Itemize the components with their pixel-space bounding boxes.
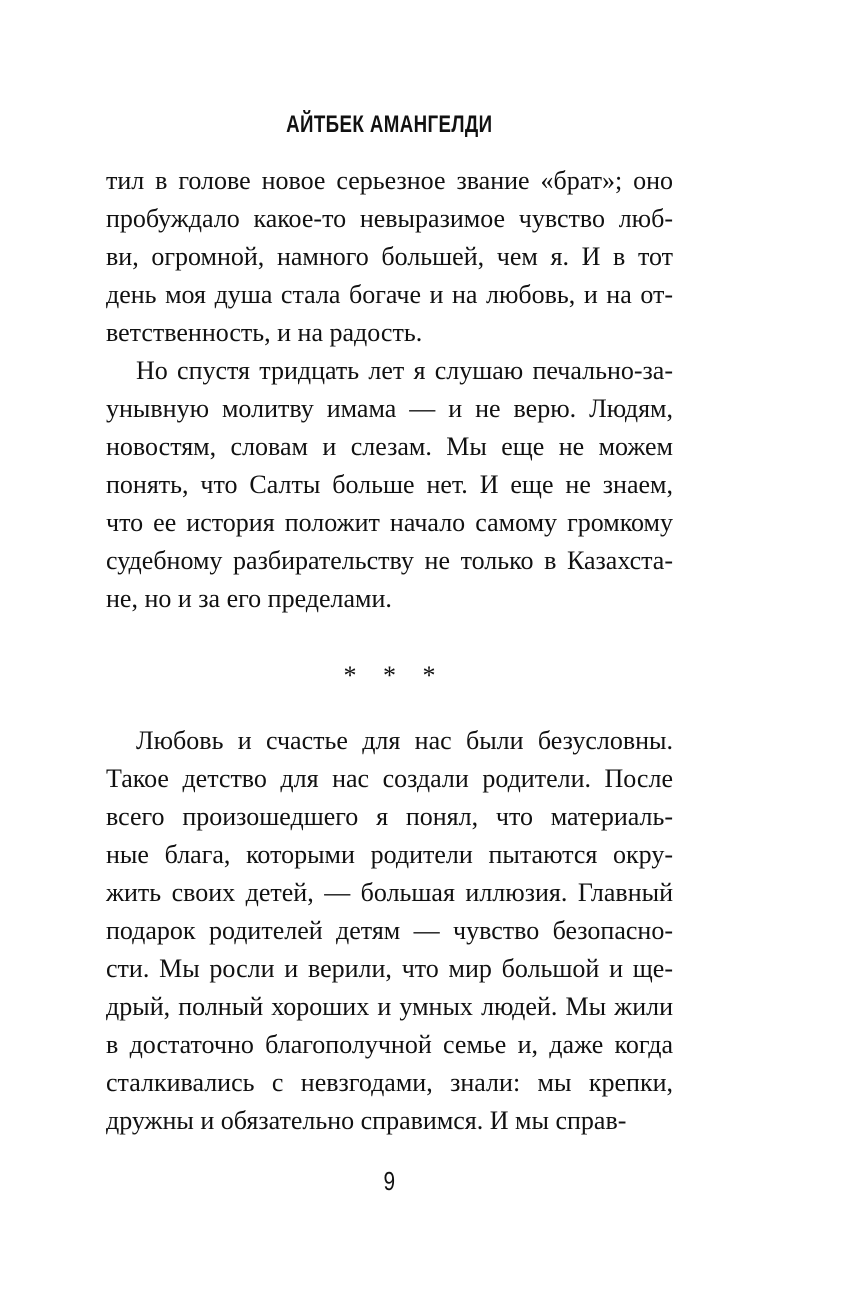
- text-line: понять, что Салты больше нет. И еще не знаем,: [106, 470, 673, 499]
- text-line: подарок родителей детям — чувство безопасно-: [106, 916, 673, 945]
- text-line: сти. Мы росли и верили, что мир большой и ще-: [106, 954, 673, 983]
- text-line: в достаточно благополучной семье и, даже когда: [106, 1030, 673, 1059]
- text-line: Такое детство для нас создали родители. После: [106, 764, 673, 793]
- text-block: [106, 162, 673, 1140]
- text-line: всего произошедшего я понял, что материаль-: [106, 802, 673, 831]
- page-number: [106, 1166, 673, 1196]
- text-line: жить своих детей, — большая иллюзия. Главный: [106, 878, 673, 907]
- text-line: день моя душа стала богаче и на любовь, и на от-: [106, 280, 673, 309]
- text-line: дрый, полный хороших и умных людей. Мы жили: [106, 992, 673, 1021]
- running-header-text: АЙТБЕК АМАНГЕЛДИ: [286, 111, 493, 138]
- text-line: сталкивались с невзгодами, знали: мы крепки,: [106, 1068, 673, 1097]
- text-line: тил в голове новое серьезное звание «брат»; оно: [106, 166, 673, 195]
- text-line: ви, огромной, намного большей, чем я. И в тот: [106, 242, 673, 271]
- text-line: унывную молитву имама — и не верю. Людям,: [106, 394, 673, 423]
- paragraph: [106, 722, 673, 1140]
- text-line: Но спустя тридцать лет я слушаю печально-за-: [136, 356, 673, 385]
- text-line: новостям, словам и слезам. Мы еще не можем: [106, 432, 673, 461]
- text-line: ные блага, которыми родители пытаются окру-: [106, 840, 673, 869]
- section-separator: * * *: [343, 661, 446, 690]
- text-line: ветственность, и на радость.: [106, 318, 423, 347]
- text-line: дружны и обязательно справимся. И мы справ-: [106, 1106, 627, 1135]
- text-line: что ее история положит начало самому громкому: [106, 508, 673, 537]
- paragraph: [106, 162, 673, 352]
- page-number-text: 9: [383, 1166, 396, 1196]
- paragraph: [106, 352, 673, 618]
- text-line: не, но и за его пределами.: [106, 584, 392, 613]
- text-line: судебному разбирательству не только в Казахста-: [106, 546, 673, 575]
- text-line: пробуждало какое-то невыразимое чувство люб-: [106, 204, 673, 233]
- running-header: [106, 112, 673, 138]
- text-line: Любовь и счастье для нас были безусловны.: [136, 726, 673, 755]
